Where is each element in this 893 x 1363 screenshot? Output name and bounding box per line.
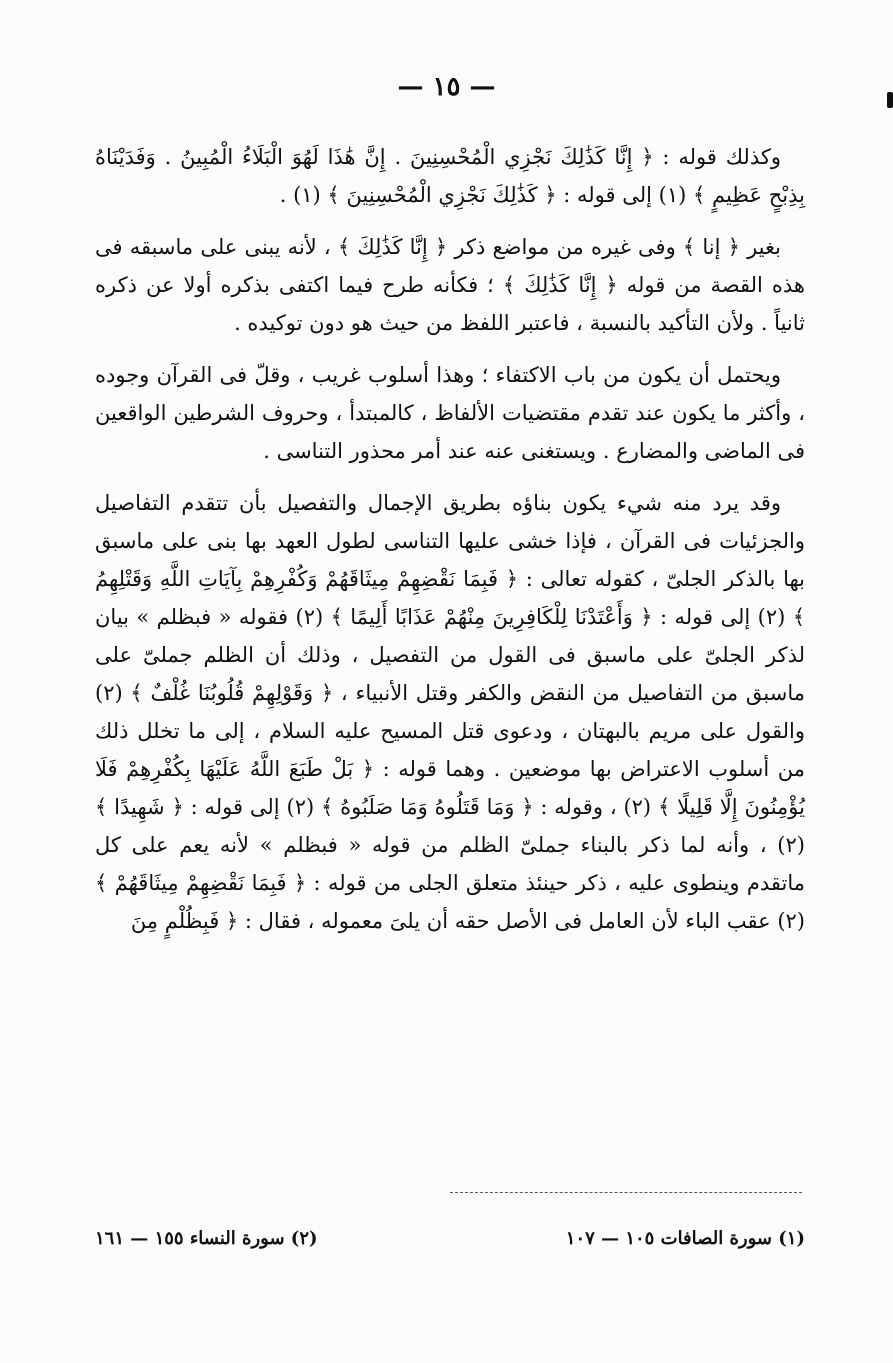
paragraph: وكذلك قوله : ﴿ إِنَّا كَذَٰلِكَ نَجْزِي الْمُحْسِنِينَ . إِنَّ هَٰذَا لَهُوَ الْبَلَاءُ الْمُبِينُ . وَفَدَيْنَاهُ بِذِبْحٍ عَظِيمٍ ﴾ (١) إلى قوله : ﴿ كَذَٰلِكَ نَجْزِي الْمُحْسِنِينَ ﴾ (١) . xyxy=(95,145,805,207)
body-text xyxy=(95,138,805,954)
footnote-2: (٢) سورة النساء ١٥٥ — ١٦١ xyxy=(95,1228,318,1249)
paragraph: بغير ﴿ إنا ﴾ وفى غيره من مواضع ذكر ﴿ إِنَّا كَذَٰلِكَ ﴾ ، لأنه يبنى على ماسبقه فى هذه القصة من قوله ﴿ إِنَّا كَذَٰلِكَ ﴾ ؛ فكأنه طرح فيما اكتفى بذكره أولا عن ذكره ثانياً . ولأن التأكيد بالنسبة ، فاعتبر اللفظ من حيث هو دون توكيده . xyxy=(95,235,805,335)
page-number: — ١٥ — xyxy=(397,72,496,102)
edge-mark xyxy=(887,92,893,108)
paragraph: ويحتمل أن يكون من باب الاكتفاء ؛ وهذا أسلوب غريب ، وقلّ فى القرآن وجوده ، وأكثر ما يكون عند تقدم مقتضيات الألفاظ ، كالمبتدأ ، وحروف الشرطين الواقعين فى الماضى والمضارع . ويستغنى عنه عند أمر محذور التناسى . xyxy=(95,363,805,463)
footnotes xyxy=(95,1228,805,1249)
footnote-divider xyxy=(450,1192,802,1193)
paragraph: وقد يرد منه شيء يكون بناؤه بطريق الإجمال والتفصيل بأن تتقدم التفاصيل والجزئيات فى القرآن ، فإذا خشى عليها التناسى لطول العهد بها بنى على ماسبق بها بالذكر الجلىّ ، كقوله تعالى : ﴿ فَبِمَا نَقْضِهِمْ مِيثَاقَهُمْ وَكُفْرِهِمْ بِآيَاتِ اللَّهِ وَقَتْلِهِمُ ﴾ (٢) إلى قوله : ﴿ وَأَعْتَدْنَا لِلْكَافِرِينَ مِنْهُمْ عَذَابًا أَلِيمًا ﴾ (٢) فقوله « فبظلم » بيان لذكر الجلىّ على ماسبق فى القول من التفصيل ، وذلك أن الظلم جملىّ على ماسبق من التفاصيل من النقض والكفر وقتل الأنبياء ، ﴿ وَقَوْلِهِمْ قُلُوبُنَا غُلْفٌ ﴾ (٢) والقول على مريم بالبهتان ، ودعوى قتل المسيح عليه السلام ، إلى ما تخلل ذلك من أسلوب الاعتراض بها موضعين . وهما قوله : ﴿ بَلْ طَبَعَ اللَّهُ عَلَيْهَا بِكُفْرِهِمْ فَلَا يُؤْمِنُونَ إِلَّا قَلِيلًا ﴾ (٢) ، وقوله : ﴿ وَمَا قَتَلُوهُ وَمَا صَلَبُوهُ ﴾ (٢) إلى قوله : ﴿ شَهِيدًا ﴾ (٢) ، وأنه لما ذكر بالبناء جملىّ الظلم من قوله « فبظلم » لأنه يعم على كل ماتقدم وينطوى عليه ، ذكر حينئذ متعلق الجلى من قوله : ﴿ فَبِمَا نَقْضِهِمْ مِيثَاقَهُمْ ﴾ (٢) عقب الباء لأن العامل فى الأصل حقه أن يلىَ معموله ، فقال : ﴿ فَبِظُلْمٍ مِنَ xyxy=(95,491,806,933)
footnote-1: (١) سورة الصافات ١٠٥ — ١٠٧ xyxy=(565,1228,805,1249)
